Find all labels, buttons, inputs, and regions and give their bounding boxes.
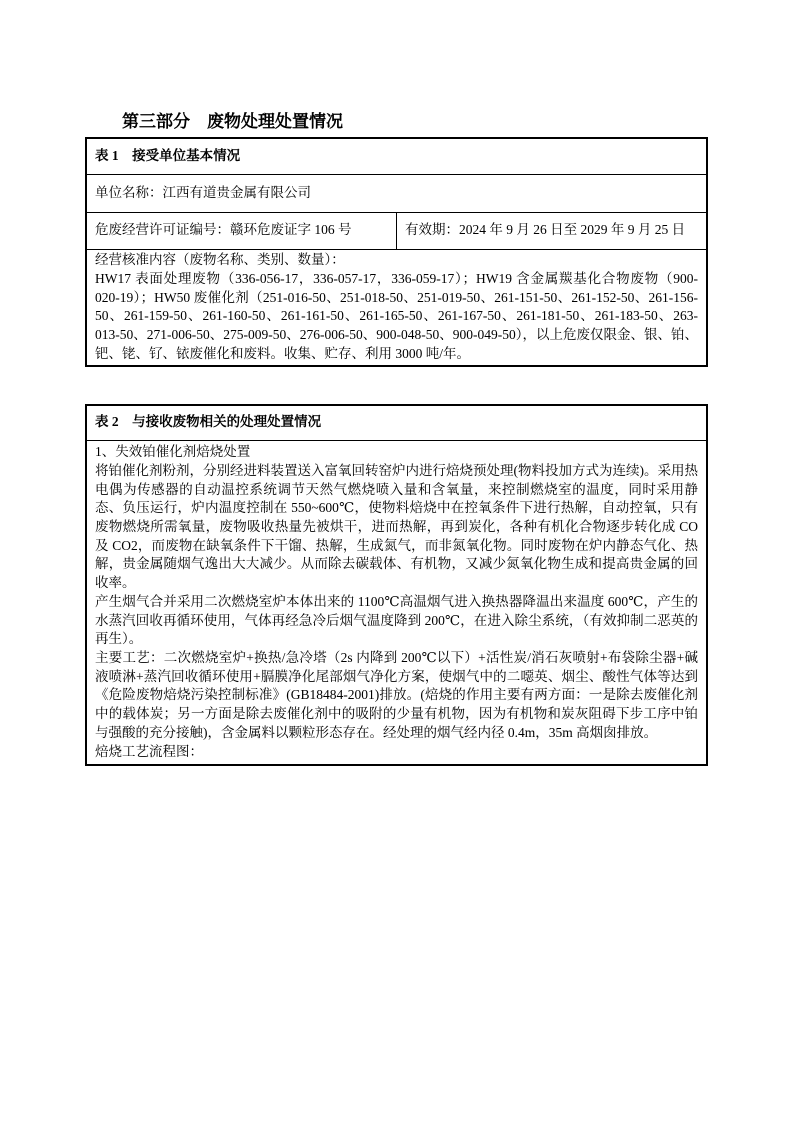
table2-title: 表 2 与接收废物相关的处理处置情况 xyxy=(86,405,707,440)
table2-paragraph-flowchart-label: 焙烧工艺流程图： xyxy=(95,743,203,759)
license-number-cell: 危废经营许可证编号：赣环危废证字 106 号 xyxy=(86,212,397,249)
treatment-description-cell xyxy=(86,440,707,765)
table-row xyxy=(86,174,707,212)
approved-scope-label: 经营核准内容（废物名称、类别、数量）： xyxy=(95,252,345,268)
table-gap xyxy=(85,367,708,404)
table2-paragraph-heading: 1、失效铂催化剂焙烧处置 xyxy=(95,444,251,460)
table-row xyxy=(86,212,707,249)
approved-scope-cell xyxy=(86,249,707,366)
table-treatment-disposal-info xyxy=(85,404,708,766)
table-row xyxy=(86,405,707,440)
table2-paragraph: 产生烟气合并采用二次燃烧室炉本体出来的 1100℃高温烟气进入换热器降温出来温度 600℃，产生的水蒸汽回收再循环使用，气体再经急冷后烟气温度降到 200℃，在进入除尘系统，（有效抑制二恶英的再生）。 xyxy=(95,593,698,647)
document-content xyxy=(85,110,708,766)
approved-scope-text: HW17 表面处理废物（336-056-17，336-057-17，336-059-17）；HW19 含金属羰基化合物废物（900-020-19）；HW50 废催化剂（251-016-50、251-018-50、251-019-50、261-151-50、261-152-50、261-156-50、261-159-50、261-160-50、261-161-50、261-165-50、261-167-50、261-181-50、261-183-50、263-013-50、271-006-50、275-009-50、276-006-50、900-048-50、900-049-50），以上危废仅限金、银、铂、钯、铑、钌、铱废催化和废料。收集、贮存、利用 3000 吨/年。 xyxy=(95,270,698,361)
section-title: 第三部分 废物处理处置情况 xyxy=(122,112,343,131)
validity-period-cell: 有效期：2024 年 9 月 26 日至 2029 年 9 月 25 日 xyxy=(397,212,708,249)
table2-paragraph: 主要工艺：二次燃烧室炉+换热/急冷塔（2s 内降到 200℃以下）+活性炭/消石灰喷射+布袋除尘器+碱液喷淋+蒸汽回收循环使用+膈膜净化尾部烟气净化方案，使烟气中的二噁英、烟尘、酸性气体等达到《危险废物焙烧污染控制标准》(GB18484-2001)排放。(焙烧的作用主要有两方面：一是除去废催化剂中的载体炭；另一方面是除去废催化剂中的吸附的少量有机物，因为有机物和炭灰阻碍下步工序中铂与强酸的充分接触)，含金属料以颗粒形态存在。经处理的烟气经内径 0.4m，35m 高烟囱排放。 xyxy=(95,650,698,740)
table1-title: 表 1 接受单位基本情况 xyxy=(86,138,707,174)
table-row xyxy=(86,249,707,366)
table-row xyxy=(86,138,707,174)
table-receiving-unit-info xyxy=(85,137,708,367)
table-row xyxy=(86,440,707,765)
table2-paragraph: 将铂催化剂粉剂，分别经进料装置送入富氧回转窑炉内进行焙烧预处理(物料投加方式为连续)。采用热电偶为传感器的自动温控系统调节天然气燃烧喷入量和含氧量，来控制燃烧室的温度，同时采用静态、负压运行，炉内温度控制在 550~600℃，使物料焙烧中在控氧条件下进行热解，自动控氧，只有废物燃烧所需氧量，废物吸收热量先被烘干，进而热解，再到炭化，各种有机化合物逐步转化成 CO 及 CO2，而废物在缺氧条件下干馏、热解，生成氮气，而非氮氧化物。同时废物在炉内静态气化、热解，贵金属随烟气逸出大大减少。从而除去碳载体、有机物，又减少氮氧化物生成和提高贵金属的回收率。 xyxy=(95,462,698,591)
unit-name-cell: 单位名称：江西有道贵金属有限公司 xyxy=(86,174,707,212)
